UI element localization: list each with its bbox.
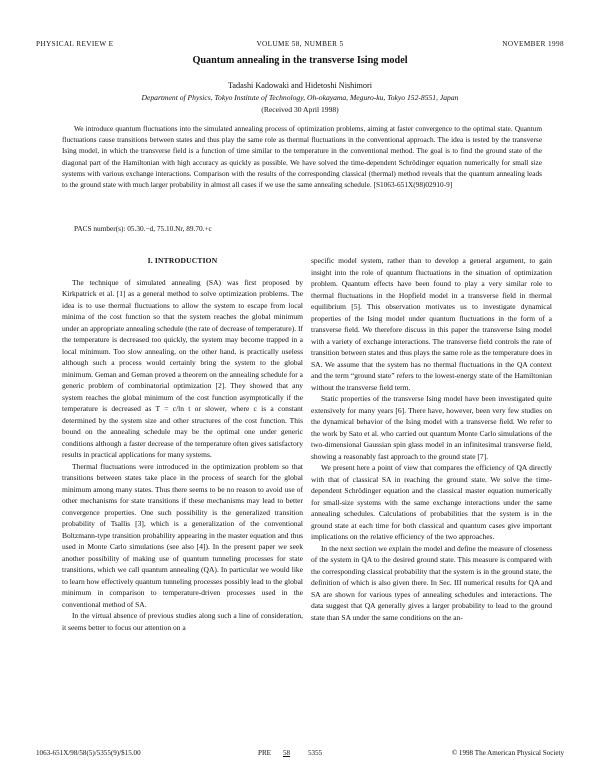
abstract: We introduce quantum fluctuations into the simulated annealing process of optimization problems, aiming at faster convergence to the optimal state. Quantum fluctuations cause transitions between states and thus play the same role as thermal fluctuations in the conventional approach. The idea is tested by the transverse Ising model, in which the transverse field is a function of time similar to the temperature in the conventional method. The goal is to find the ground state of the diagonal part of the Hamiltonian with high accuracy as quickly as possible. We have solved the time-dependent Schrödinger equation numerically for small size systems with various exchange interactions. Comparison with the results of the corresponding classical (thermal) method reveals that the quantum annealing leads to the ground state with much larger probability in almost all cases if we use the same annealing schedule. [S1063-651X(98)02910-9] (62, 124, 542, 190)
footer-volume: 58 (283, 749, 291, 757)
paragraph: specific model system, rather than to develop a general argument, to gain insight into the role of quantum fluctuations in the situation of optimization problem. Quantum effects have been found to play a very similar role to thermal fluctuations in the Hopfield model in a transverse field in thermal equilibrium [5]. This observation motivates us to investigate dynamical properties of the Ising model under quantum fluctuations in the form of a transverse field. We therefore discuss in this paper the transverse Ising model with a variety of exchange interactions. The transverse field controls the rate of transition between states and thus plays the same role as the temperature does in SA. We assume that the system has no thermal fluctuations in the QA context and the term “ground state” refers to the lowest-energy state of the Hamiltonian without the transverse field term. (311, 256, 552, 392)
footer-journal: PRE (258, 749, 272, 757)
pacs-numbers: PACS number(s): 05.30.−d, 75.10.Nr, 89.70.+c (74, 224, 212, 233)
issue-date: NOVEMBER 1998 (502, 40, 564, 48)
copyright: © 1998 The American Physical Society (451, 749, 564, 757)
received-date: (Received 30 April 1998) (261, 105, 339, 114)
left-column (62, 255, 303, 633)
paragraph: The technique of simulated annealing (SA) was first proposed by Kirkpatrick et al. [1] as a general method to solve optimization problems. The idea is to use thermal fluctuations to allow the system to escape from local minima of the cost function so that the system reaches the global minimum under an appropriate annealing schedule (the rate of decrease of temperature). If the temperature is decreased too quickly, the system may become trapped in a local minimum. Too slow annealing, on the other hand, is practically useless although such a process would certainly bring the system to the global minimum. Geman and Geman proved a theorem on the annealing schedule for a generic problem of combinatorial optimization [2]. They showed that any system reaches the global minimum of the cost function asymptotically if the temperature is decreased as T = c/ln t or slower, where c is a constant determined by the system size and other structures of the cost function. This bound on the annealing schedule may be the optimal one under generic conditions although a faster decrease of the temperature often gives satisfactory results in practical applications for many systems. (62, 277, 303, 459)
footer-code: 1063-651X/98/58(5)/5355(9)/$15.00 (36, 749, 141, 757)
paper-title: Quantum annealing in the transverse Ising model (192, 55, 408, 66)
section-heading: I. INTRODUCTION (147, 256, 218, 265)
page-number: 5355 (308, 749, 323, 757)
paragraph: Thermal fluctuations were introduced in the optimization problem so that transitions between states take place in the process of search for the global minimum among many states. Thus there seems to be no reason to avoid use of other mechanisms for state transitions if these mechanisms may lead to better convergence properties. One such possibility is the generalized transition probability of Tsallis [3], which is a generalization of the conventional Boltzmann-type transition probability appearing in the master equation and thus used in Monte Carlo simulations (see also [4]). In the present paper we seek another possibility of making use of quantum tunneling processes for state transitions, which we call quantum annealing (QA). In particular we would like to learn how effectively quantum tunneling processes possibly lead to the global minimum in comparison to temperature-driven processes used in the conventional method of SA. (62, 461, 303, 609)
paragraph: In the virtual absence of previous studies along such a line of consideration, it seems better to focus our attention on a (62, 611, 303, 632)
paragraph: Static properties of the transverse Ising model have been investigated quite extensively for many years [6]. There have, however, been very few studies on the dynamical behavior of the Ising model with a transverse field. We refer to the work by Sato et al. who carried out quantum Monte Carlo simulations of the two-dimensional Gaussian spin glass model in an infinitesimal transverse field, showing a reasonably fast approach to the ground state [7]. (311, 394, 552, 461)
right-column (311, 255, 552, 623)
journal-name: PHYSICAL REVIEW E (36, 40, 114, 48)
authors: Tadashi Kadowaki and Hidetoshi Nishimori (227, 81, 373, 90)
paragraph: We present here a point of view that compares the efficiency of QA directly with that of classical SA in reaching the ground state. We solve the time-dependent Schrödinger equation and the classical master equation numerically for small-size systems with the same exchange interactions under the same annealing schedules. Calculations of probabilities that the system is in the ground state at each time for both classical and quantum cases give important implications on the relative efficiency of the two approaches. (311, 463, 552, 541)
paragraph: In the next section we explain the model and define the measure of closeness of the system in QA to the desired ground state. This measure is compared with the corresponding classical probability that the system is in the ground state, the definition of which is also given there. In Sec. III numerical results for QA and SA are shown for various types of annealing schedules and interactions. The data suggest that QA generally gives a larger probability to lead to the ground state than SA under the same conditions on the an- (311, 543, 552, 622)
affiliation: Department of Physics, Tokyo Institute of Technology, Oh-okayama, Meguro-ku, Tokyo 152-8551, Japan (141, 93, 459, 102)
volume-number: VOLUME 58, NUMBER 5 (256, 40, 344, 48)
